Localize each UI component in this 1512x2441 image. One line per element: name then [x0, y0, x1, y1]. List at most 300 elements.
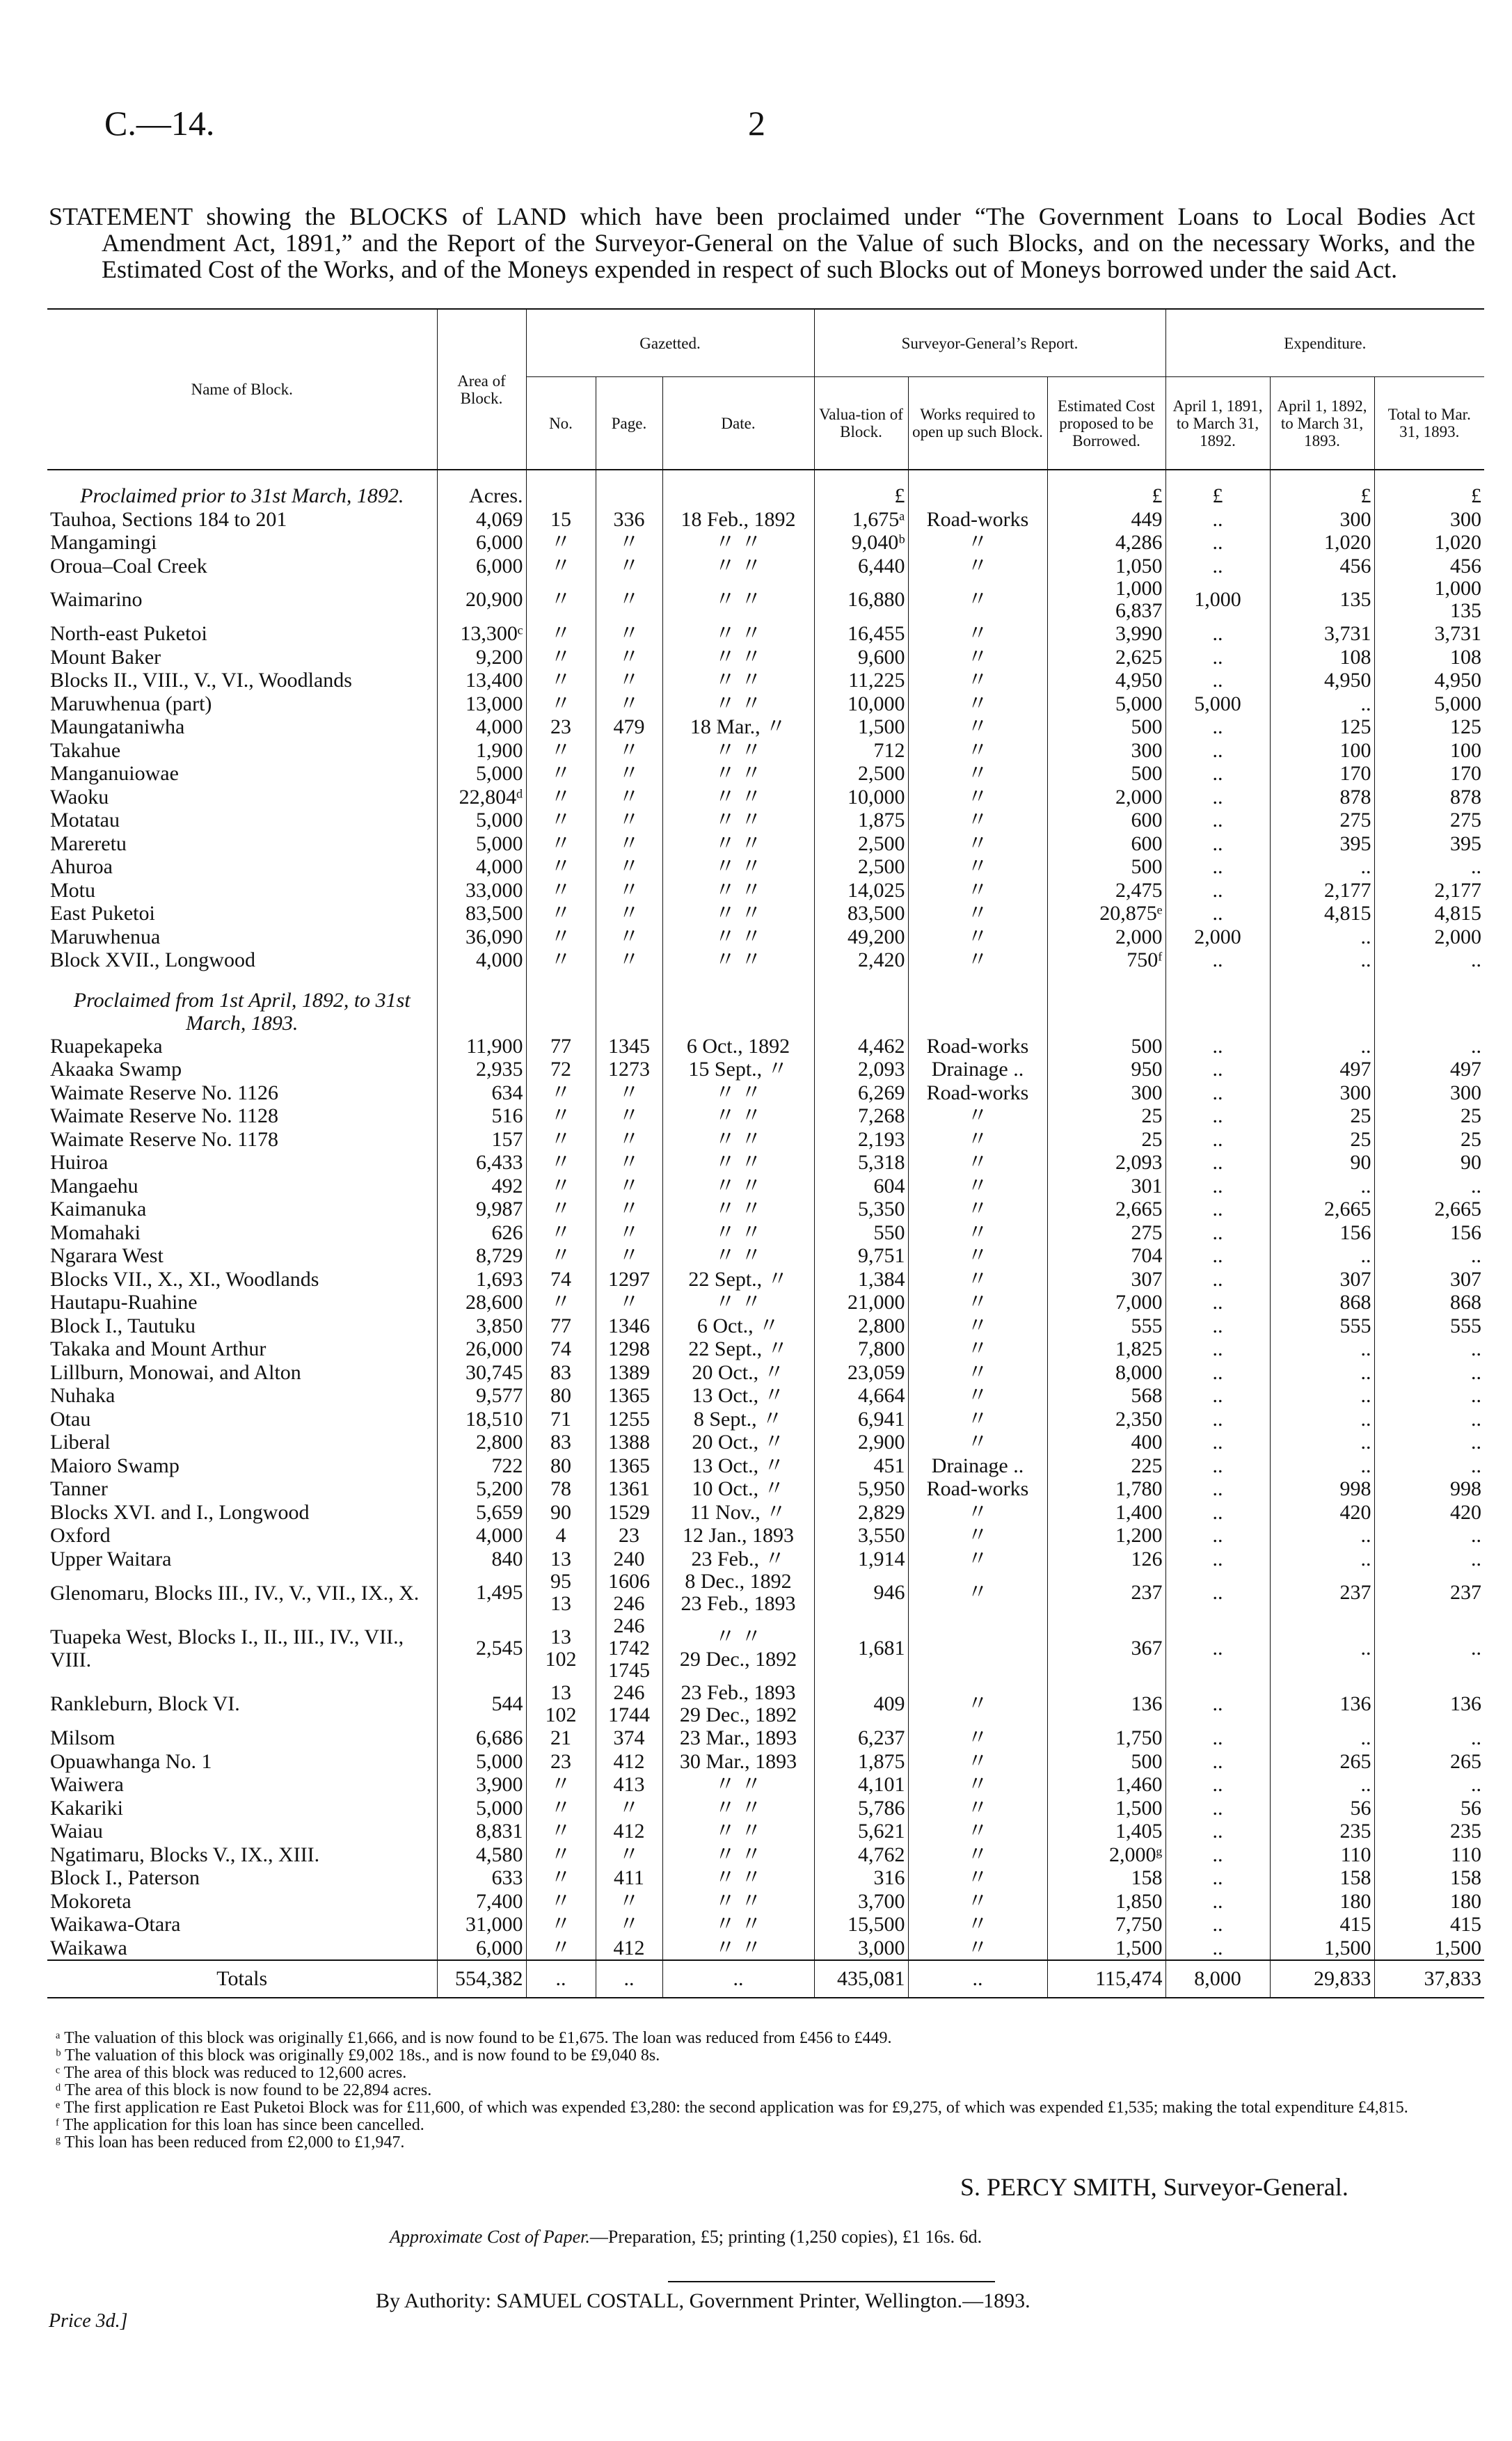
- table-cell: 626: [437, 1221, 526, 1245]
- table-row: [47, 786, 1484, 809]
- total-cell: 115,474: [1047, 1960, 1165, 1998]
- table-cell: 〃: [526, 1291, 596, 1314]
- table-cell: ..: [1270, 692, 1374, 716]
- block-name: Rankleburn, Block VI.: [50, 1692, 240, 1716]
- table-cell: 〃: [908, 809, 1047, 832]
- table-cell: ..: [1165, 1937, 1270, 1961]
- table-cell: ..: [1165, 1175, 1270, 1198]
- table-cell: 〃: [596, 1797, 662, 1820]
- table-cell: 〃: [908, 1682, 1047, 1726]
- table-cell: ..: [1165, 1615, 1270, 1682]
- table-cell: 246 1744: [596, 1682, 662, 1726]
- table-cell: 〃: [596, 1198, 662, 1221]
- footnote: ᶜ The area of this block was reduced to 12,600 acres.: [56, 2064, 407, 2082]
- table-cell: 6 Oct., 〃: [662, 1314, 814, 1338]
- table-cell: ..: [1270, 1384, 1374, 1408]
- table-cell: ..: [1165, 1128, 1270, 1152]
- table-cell: 415: [1270, 1913, 1374, 1937]
- table-cell: 〃: [596, 739, 662, 763]
- table-cell: 13,300ᶜ: [437, 622, 526, 646]
- table-cell: 237: [1270, 1571, 1374, 1615]
- table-cell: 83: [526, 1431, 596, 1454]
- block-name: Momahaki: [50, 1220, 141, 1244]
- table-cell: 〃: [526, 1128, 596, 1152]
- approx-cost: [390, 2227, 982, 2248]
- table-cell: ..: [1165, 948, 1270, 972]
- table-cell: 1,400: [1047, 1501, 1165, 1525]
- block-name: Mount Baker: [50, 645, 161, 669]
- table-cell: 4,000: [437, 1524, 526, 1548]
- table-cell: ..: [1165, 879, 1270, 903]
- table-cell: 〃: [526, 832, 596, 856]
- table-row: [47, 1081, 1484, 1105]
- table-cell: 110: [1270, 1843, 1374, 1867]
- table-cell: 413: [596, 1773, 662, 1797]
- table-cell: 2,500: [814, 855, 908, 879]
- table-cell: 23,059: [814, 1361, 908, 1385]
- table-row: [47, 1337, 1484, 1361]
- table-cell: 〃: [526, 669, 596, 692]
- table-cell: 〃: [596, 948, 662, 972]
- table-cell: 8,831: [437, 1820, 526, 1843]
- table-cell: 2,625: [1047, 646, 1165, 669]
- table-cell: 8,000: [1047, 1361, 1165, 1385]
- table-cell: 136: [1374, 1682, 1484, 1726]
- totals-row: [47, 1960, 1484, 1998]
- table-cell: 712: [814, 739, 908, 763]
- block-name: Nuhaka: [50, 1384, 116, 1407]
- block-name: Upper Waitara: [50, 1547, 172, 1571]
- table-cell: 〃: [596, 1104, 662, 1128]
- block-name: Oroua–Coal Creek: [50, 554, 207, 578]
- table-cell: 1606 246: [596, 1571, 662, 1615]
- table-cell: 158: [1270, 1866, 1374, 1890]
- table-cell: ..: [1165, 1797, 1270, 1820]
- table-cell: ..: [1165, 1524, 1270, 1548]
- table-cell: 500: [1047, 1035, 1165, 1058]
- table-cell: 1255: [596, 1408, 662, 1431]
- table-cell: 〃: [596, 622, 662, 646]
- table-cell: 275: [1374, 809, 1484, 832]
- block-name: Motu: [50, 878, 96, 902]
- block-name: Manganuiowae: [50, 762, 179, 785]
- table-cell: 〃: [908, 739, 1047, 763]
- block-name: Tanner: [50, 1477, 108, 1500]
- table-cell: 〃 〃: [662, 1081, 814, 1105]
- table-cell: 13 Oct., 〃: [662, 1384, 814, 1408]
- table-cell: ..: [1270, 1615, 1374, 1682]
- table-cell: 〃: [596, 1890, 662, 1914]
- table-cell: 2,000ᵍ: [1047, 1843, 1165, 1867]
- table-cell: 374: [596, 1726, 662, 1750]
- table-cell: 2,545: [437, 1615, 526, 1682]
- table-row: [47, 1682, 1484, 1726]
- table-cell: 〃 〃: [662, 809, 814, 832]
- table-cell: 555: [1047, 1314, 1165, 1338]
- table-cell: 15: [526, 508, 596, 532]
- table-cell: 〃: [908, 1820, 1047, 1843]
- table-cell: 2,665: [1047, 1198, 1165, 1221]
- table-cell: 〃: [526, 1797, 596, 1820]
- block-name: Kakariki: [50, 1796, 123, 1820]
- table-cell: 13 Oct., 〃: [662, 1454, 814, 1478]
- table-cell: Road-works: [908, 1035, 1047, 1058]
- table-cell: 23: [596, 1524, 662, 1548]
- table-cell: 6,440: [814, 555, 908, 578]
- block-name: Mareretu: [50, 832, 127, 855]
- table-cell: 〃 〃: [662, 1937, 814, 1961]
- table-cell: ..: [1165, 1151, 1270, 1175]
- section-heading-row: [47, 470, 1484, 508]
- table-cell: 31,000: [437, 1913, 526, 1937]
- table-cell: 1,850: [1047, 1890, 1165, 1914]
- table-cell: 〃: [596, 855, 662, 879]
- table-cell: 4,664: [814, 1384, 908, 1408]
- table-cell: Road-works: [908, 1477, 1047, 1501]
- table-row: [47, 1866, 1484, 1890]
- table-cell: 2,000: [1165, 925, 1270, 949]
- table-cell: 1,050: [1047, 555, 1165, 578]
- section-heading-row: [47, 972, 1484, 1035]
- table-cell: 237: [1047, 1571, 1165, 1615]
- table-cell: 20,900: [437, 578, 526, 622]
- table-cell: ..: [1165, 1571, 1270, 1615]
- table-cell: Road-works: [908, 508, 1047, 532]
- table-cell: 3,000: [814, 1937, 908, 1961]
- table-cell: ..: [1270, 1431, 1374, 1454]
- col-name: Name of Block.: [47, 309, 437, 470]
- table-cell: 〃: [526, 555, 596, 578]
- table-cell: ..: [1165, 1361, 1270, 1385]
- table-cell: 4,815: [1270, 902, 1374, 925]
- table-cell: 16,455: [814, 622, 908, 646]
- table-cell: ..: [1165, 646, 1270, 669]
- table-cell: Road-works: [908, 1081, 1047, 1105]
- table-cell: ..: [1165, 531, 1270, 555]
- table-cell: 23 Feb., 〃: [662, 1548, 814, 1571]
- table-cell: 7,750: [1047, 1913, 1165, 1937]
- table-cell: 〃: [908, 692, 1047, 716]
- table-cell: 〃: [908, 1937, 1047, 1961]
- table-cell: ..: [1165, 739, 1270, 763]
- table-cell: 13,000: [437, 692, 526, 716]
- table-cell: 307: [1270, 1268, 1374, 1291]
- table-cell: 156: [1270, 1221, 1374, 1245]
- blocks-table: [47, 308, 1484, 1998]
- table-cell: 〃: [526, 1937, 596, 1961]
- block-name: North-east Puketoi: [50, 622, 207, 645]
- table-cell: 〃 〃: [662, 1221, 814, 1245]
- table-cell: 〃: [908, 1890, 1047, 1914]
- table-cell: 1,500: [1047, 1937, 1165, 1961]
- block-name: Waimate Reserve No. 1128: [50, 1104, 279, 1127]
- table-cell: 9,577: [437, 1384, 526, 1408]
- table-cell: 108: [1374, 646, 1484, 669]
- table-cell: 170: [1270, 762, 1374, 786]
- table-cell: 1,693: [437, 1268, 526, 1291]
- table-cell: 2,475: [1047, 879, 1165, 903]
- table-cell: 544: [437, 1682, 526, 1726]
- table-cell: ..: [1374, 1773, 1484, 1797]
- table-cell: ..: [1165, 786, 1270, 809]
- block-name: Blocks II., VIII., V., VI., Woodlands: [50, 669, 352, 692]
- block-name: Waiau: [50, 1820, 103, 1843]
- table-row: [47, 555, 1484, 578]
- table-cell: 〃: [908, 786, 1047, 809]
- table-cell: 868: [1374, 1291, 1484, 1314]
- block-name: Liberal: [50, 1431, 111, 1454]
- table-cell: 25: [1270, 1104, 1374, 1128]
- footnote: ᵇ The valuation of this block was originally £9,002 18s., and is now found to be £9,040 8s.: [56, 2046, 660, 2065]
- table-cell: 30,745: [437, 1361, 526, 1385]
- table-cell: 9,600: [814, 646, 908, 669]
- table-row: [47, 1291, 1484, 1314]
- block-name: Waikawa-Otara: [50, 1913, 181, 1936]
- table-cell: 25: [1047, 1104, 1165, 1128]
- table-row: [47, 1937, 1484, 1961]
- table-cell: ..: [1165, 555, 1270, 578]
- table-row: [47, 1615, 1484, 1682]
- table-cell: ..: [1165, 1384, 1270, 1408]
- table-cell: 2,500: [814, 762, 908, 786]
- table-cell: ..: [1165, 762, 1270, 786]
- block-name: Maungataniwha: [50, 715, 185, 738]
- table-cell: 〃: [526, 646, 596, 669]
- table-row: [47, 902, 1484, 925]
- table-cell: 6,000: [437, 555, 526, 578]
- table-cell: 1,020: [1374, 531, 1484, 555]
- table-cell: ..: [1165, 1913, 1270, 1937]
- table-cell: 23 Feb., 1893 29 Dec., 1892: [662, 1682, 814, 1726]
- table-cell: ..: [1165, 1682, 1270, 1726]
- table-cell: 1,020: [1270, 531, 1374, 555]
- table-cell: 2,829: [814, 1501, 908, 1525]
- block-name: Block XVII., Longwood: [50, 948, 255, 971]
- table-cell: 2,500: [814, 832, 908, 856]
- total-cell: 554,382: [437, 1960, 526, 1998]
- table-row: [47, 578, 1484, 622]
- table-cell: 72: [526, 1058, 596, 1081]
- table-cell: 5,350: [814, 1198, 908, 1221]
- table-cell: 22,804ᵈ: [437, 786, 526, 809]
- table-cell: 〃: [596, 832, 662, 856]
- table-cell: 〃 〃: [662, 1913, 814, 1937]
- table-cell: 878: [1270, 786, 1374, 809]
- approx-label: Approximate Cost of Paper.: [390, 2227, 590, 2247]
- table-cell: 90: [1270, 1151, 1374, 1175]
- table-cell: 7,400: [437, 1890, 526, 1914]
- table-row: [47, 1198, 1484, 1221]
- block-name: Maruwhenua (part): [50, 692, 212, 715]
- table-cell: 180: [1270, 1890, 1374, 1914]
- table-cell: 25: [1374, 1128, 1484, 1152]
- block-name: Ngarara West: [50, 1244, 164, 1267]
- table-cell: 〃: [596, 762, 662, 786]
- table-cell: 80: [526, 1384, 596, 1408]
- block-name: Hautapu-Ruahine: [50, 1291, 198, 1314]
- table-cell: 〃: [596, 1151, 662, 1175]
- table-cell: 〃 〃: [662, 531, 814, 555]
- col-area: Area of Block.: [437, 309, 526, 470]
- table-cell: 449: [1047, 508, 1165, 532]
- table-cell: 8 Sept., 〃: [662, 1408, 814, 1431]
- table-cell: ..: [1165, 855, 1270, 879]
- table-cell: 6,000: [437, 531, 526, 555]
- table-row: [47, 1035, 1484, 1058]
- table-cell: 15,500: [814, 1913, 908, 1937]
- table-cell: 868: [1270, 1291, 1374, 1314]
- table-cell: 4,950: [1270, 669, 1374, 692]
- table-cell: 412: [596, 1750, 662, 1774]
- block-name: Waimate Reserve No. 1126: [50, 1081, 279, 1104]
- table-cell: 〃: [596, 1913, 662, 1937]
- table-cell: 〃: [908, 1750, 1047, 1774]
- table-cell: 3,700: [814, 1890, 908, 1914]
- col-exp1: April 1, 1891, to March 31, 1892.: [1165, 377, 1270, 470]
- section-title: Proclaimed prior to 31st March, 1892.: [80, 484, 404, 508]
- table-cell: 5,200: [437, 1477, 526, 1501]
- table-cell: 1273: [596, 1058, 662, 1081]
- table-cell: 90: [1374, 1151, 1484, 1175]
- table-cell: 2,665: [1270, 1198, 1374, 1221]
- block-name: Takaka and Mount Arthur: [50, 1337, 266, 1360]
- table-cell: 240: [596, 1548, 662, 1571]
- table-cell: 125: [1374, 715, 1484, 739]
- table-cell: 〃: [908, 1198, 1047, 1221]
- col-exp2: April 1, 1892, to March 31, 1893.: [1270, 377, 1374, 470]
- table-cell: 479: [596, 715, 662, 739]
- table-cell: ..: [1165, 1820, 1270, 1843]
- table-cell: ..: [1165, 1058, 1270, 1081]
- table-cell: 26,000: [437, 1337, 526, 1361]
- block-name: Mokoreta: [50, 1889, 132, 1913]
- table-cell: ..: [1270, 1035, 1374, 1058]
- table-cell: 21: [526, 1726, 596, 1750]
- table-cell: 4,286: [1047, 531, 1165, 555]
- signature: S. PERCY SMITH, Surveyor-General.: [960, 2173, 1348, 2201]
- table-cell: 500: [1047, 855, 1165, 879]
- table-cell: 5,950: [814, 1477, 908, 1501]
- table-cell: 〃: [596, 646, 662, 669]
- table-cell: 4,580: [437, 1843, 526, 1867]
- table-cell: 〃 〃: [662, 1820, 814, 1843]
- table-cell: 998: [1374, 1477, 1484, 1501]
- table-row: [47, 832, 1484, 856]
- table-cell: 23: [526, 715, 596, 739]
- table-cell: 301: [1047, 1175, 1165, 1198]
- table-cell: 237: [1374, 1571, 1484, 1615]
- table-cell: 5,621: [814, 1820, 908, 1843]
- table-cell: 7,268: [814, 1104, 908, 1128]
- table-cell: 5,318: [814, 1151, 908, 1175]
- table-cell: 300: [1270, 508, 1374, 532]
- col-date: Date.: [662, 377, 814, 470]
- table-cell: 〃: [908, 1128, 1047, 1152]
- table-cell: ..: [1165, 1548, 1270, 1571]
- table-cell: 125: [1270, 715, 1374, 739]
- table-cell: 11 Nov., 〃: [662, 1501, 814, 1525]
- table-cell: ..: [1374, 1454, 1484, 1478]
- block-name: Motatau: [50, 809, 120, 832]
- table-row: [47, 1501, 1484, 1525]
- table-cell: 〃: [526, 1820, 596, 1843]
- table-cell: 〃 〃: [662, 739, 814, 763]
- table-cell: 〃: [526, 879, 596, 903]
- table-cell: 4,950: [1047, 669, 1165, 692]
- block-name: Mangaehu: [50, 1174, 138, 1198]
- table-cell: 8,729: [437, 1244, 526, 1268]
- table-cell: 〃: [596, 1843, 662, 1867]
- table-cell: 1,875: [814, 809, 908, 832]
- table-cell: 〃: [908, 578, 1047, 622]
- table-cell: 722: [437, 1454, 526, 1478]
- table-cell: 〃 〃: [662, 1128, 814, 1152]
- table-cell: ..: [1374, 1384, 1484, 1408]
- table-cell: 90: [526, 1501, 596, 1525]
- table-header: [47, 309, 1484, 470]
- table-cell: 18 Mar., 〃: [662, 715, 814, 739]
- table-cell: 1,914: [814, 1548, 908, 1571]
- table-cell: 300: [1047, 1081, 1165, 1105]
- table-cell: 497: [1374, 1058, 1484, 1081]
- table-cell: 1,825: [1047, 1337, 1165, 1361]
- table-cell: 634: [437, 1081, 526, 1105]
- table-cell: 20,875ᵉ: [1047, 902, 1165, 925]
- table-cell: 420: [1270, 1501, 1374, 1525]
- table-cell: 4,069: [437, 508, 526, 532]
- table-cell: 1,681: [814, 1615, 908, 1682]
- table-cell: 3,731: [1374, 622, 1484, 646]
- total-cell: ..: [662, 1960, 814, 1998]
- table-cell: 〃: [526, 1244, 596, 1268]
- table-cell: 9,987: [437, 1198, 526, 1221]
- table-cell: ..: [1165, 902, 1270, 925]
- table-cell: 〃: [908, 762, 1047, 786]
- table-row: [47, 1431, 1484, 1454]
- table-row: [47, 1175, 1484, 1198]
- total-cell: 37,833: [1374, 1960, 1484, 1998]
- block-name: Glenomaru, Blocks III., IV., V., VII., IX., X.: [50, 1581, 420, 1605]
- table-row: [47, 1058, 1484, 1081]
- table-cell: 〃: [526, 1221, 596, 1245]
- footnote: ᵈ The area of this block is now found to be 22,894 acres.: [56, 2081, 432, 2099]
- table-cell: 〃 〃: [662, 1291, 814, 1314]
- table-cell: 5,000: [1374, 692, 1484, 716]
- table-cell: ..: [1374, 1361, 1484, 1385]
- table-cell: 〃: [596, 809, 662, 832]
- authority-rule: [668, 2281, 995, 2282]
- col-no: No.: [526, 377, 596, 470]
- table-cell: 2,000: [1047, 786, 1165, 809]
- total-cell: 29,833: [1270, 1960, 1374, 1998]
- table-cell: 〃: [526, 1104, 596, 1128]
- table-cell: 〃: [596, 902, 662, 925]
- table-cell: 300: [1374, 508, 1484, 532]
- unit-label: £: [1270, 470, 1374, 508]
- table-cell: 411: [596, 1866, 662, 1890]
- table-cell: 〃 〃: [662, 692, 814, 716]
- table-cell: 265: [1270, 1750, 1374, 1774]
- table-row: [47, 1477, 1484, 1501]
- table-cell: 300: [1374, 1081, 1484, 1105]
- table-row: [47, 622, 1484, 646]
- table-cell: 136: [1270, 1682, 1374, 1726]
- table-cell: 〃 〃: [662, 832, 814, 856]
- table-cell: 1,780: [1047, 1477, 1165, 1501]
- table-cell: 28,600: [437, 1291, 526, 1314]
- table-cell: 〃: [526, 1081, 596, 1105]
- table-cell: 80: [526, 1454, 596, 1478]
